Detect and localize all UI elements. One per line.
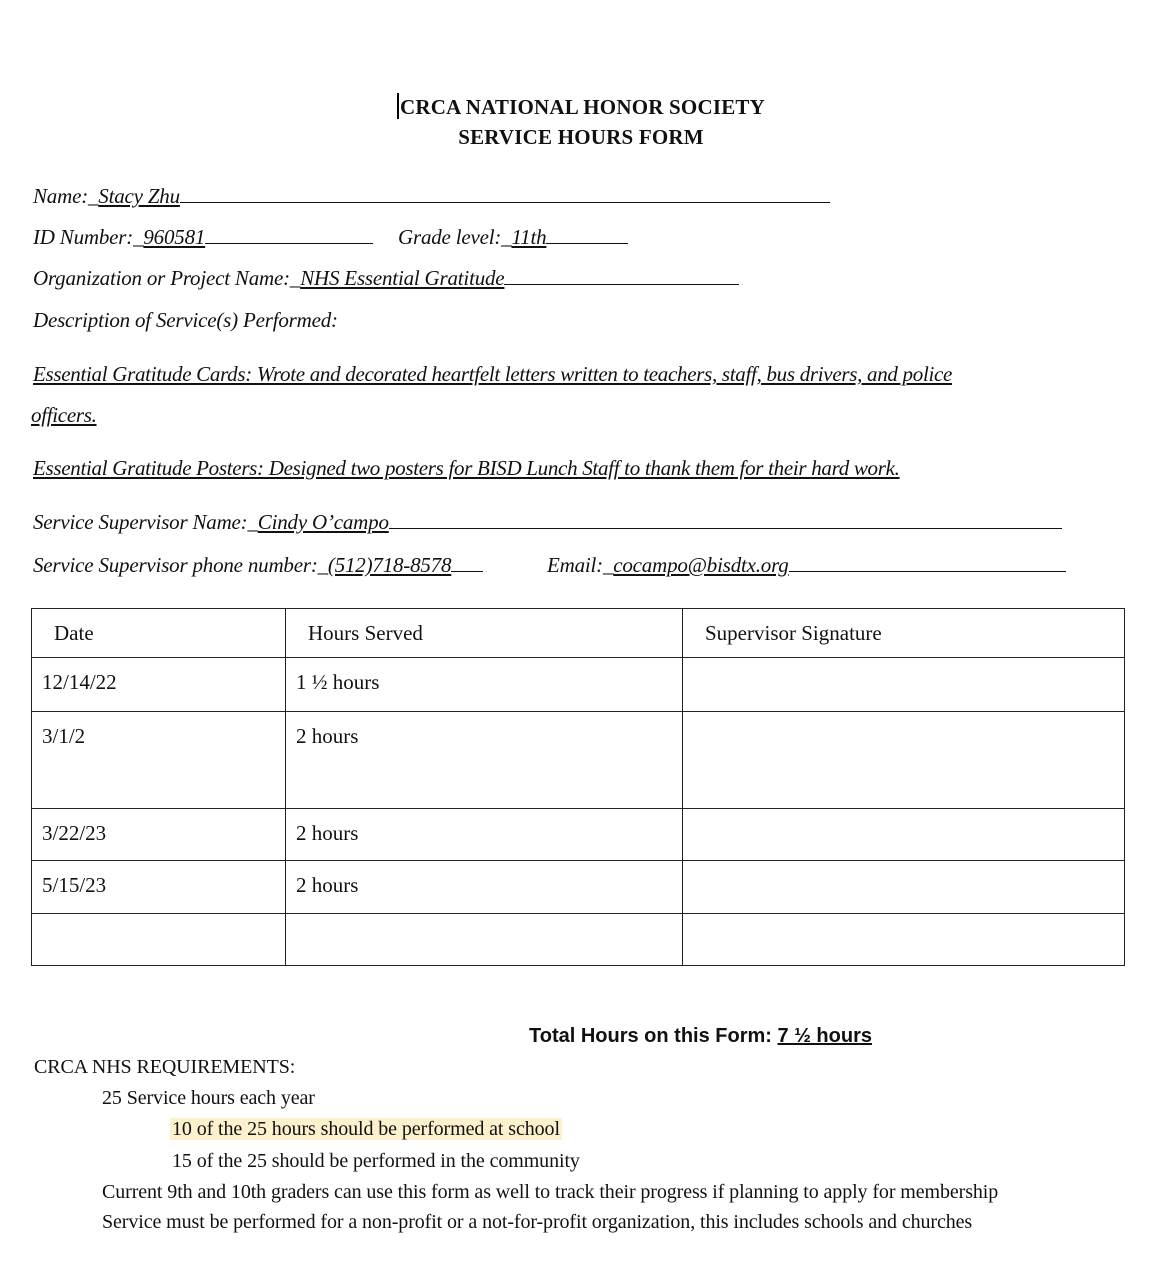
supervisor-phone-label: Service Supervisor phone number:_ bbox=[33, 553, 328, 577]
grade-level-value[interactable]: 11th bbox=[511, 225, 547, 249]
table-row bbox=[32, 712, 1125, 809]
organization-blank-line bbox=[504, 266, 739, 285]
cell-signature[interactable] bbox=[683, 809, 1125, 861]
supervisor-email-value[interactable]: cocampo@bisdtx.org bbox=[613, 553, 789, 577]
table-header-row bbox=[32, 609, 1125, 658]
supervisor-name-value[interactable]: Cindy O’campo bbox=[257, 510, 389, 534]
total-hours-value[interactable]: 7 ½ hours bbox=[777, 1025, 872, 1047]
phone-blank-line bbox=[451, 553, 483, 572]
cell-signature[interactable] bbox=[683, 914, 1125, 966]
cell-date[interactable]: 12/14/22 bbox=[32, 658, 286, 712]
grade-blank-line bbox=[546, 225, 628, 244]
description-line-1[interactable]: Essential Gratitude Cards: Wrote and decorated heartfelt letters written to teachers, staff, bus drivers, and police bbox=[33, 362, 953, 386]
cell-hours[interactable]: 2 hours bbox=[286, 809, 683, 861]
header-supervisor-signature: Supervisor Signature bbox=[683, 609, 1125, 658]
supervisor-email-field[interactable] bbox=[547, 553, 1066, 578]
grade-level-label: Grade level:_ bbox=[398, 225, 512, 249]
organization-value[interactable]: NHS Essential Gratitude bbox=[300, 266, 505, 290]
cell-signature[interactable] bbox=[683, 658, 1125, 712]
grade-level-field[interactable] bbox=[398, 225, 628, 250]
name-blank-line bbox=[180, 184, 830, 203]
form-title-line-2: SERVICE HOURS FORM bbox=[458, 125, 704, 149]
name-field[interactable] bbox=[33, 184, 830, 209]
supervisor-name-label: Service Supervisor Name:_ bbox=[33, 510, 258, 534]
cell-hours[interactable] bbox=[286, 914, 683, 966]
requirements-heading: CRCA NHS REQUIREMENTS: bbox=[34, 1056, 296, 1078]
table-row bbox=[32, 658, 1125, 712]
supervisor-phone-value[interactable]: (512)718-8578 bbox=[327, 553, 452, 577]
description-line-3[interactable]: Essential Gratitude Posters: Designed two posters for BISD Lunch Staff to thank them for their hard work. bbox=[33, 456, 900, 480]
supervisor-email-label: Email:_ bbox=[547, 553, 614, 577]
requirement-item: Current 9th and 10th graders can use this form as well to track their progress if planning to apply for membership bbox=[102, 1181, 999, 1203]
highlighted-text: 10 of the 25 hours should be performed at school bbox=[172, 1118, 560, 1140]
cell-date[interactable] bbox=[32, 914, 286, 966]
supervisor-phone-field[interactable] bbox=[33, 553, 483, 578]
cell-signature[interactable] bbox=[683, 712, 1125, 809]
id-number-value[interactable]: 960581 bbox=[143, 225, 206, 249]
table-row bbox=[32, 914, 1125, 966]
id-blank-line bbox=[205, 225, 373, 244]
cell-hours[interactable]: 2 hours bbox=[286, 712, 683, 809]
description-line-2[interactable]: officers. bbox=[31, 403, 97, 427]
service-hours-table bbox=[31, 608, 1125, 966]
organization-field[interactable] bbox=[33, 266, 739, 291]
cell-date[interactable]: 5/15/23 bbox=[32, 861, 286, 914]
total-hours-label: Total Hours on this Form: bbox=[529, 1025, 778, 1047]
cell-hours[interactable]: 2 hours bbox=[286, 861, 683, 914]
cell-date[interactable]: 3/22/23 bbox=[32, 809, 286, 861]
name-value[interactable]: Stacy Zhu bbox=[98, 184, 180, 208]
form-title-line-1 bbox=[0, 93, 1162, 120]
table-row bbox=[32, 861, 1125, 914]
cell-signature[interactable] bbox=[683, 861, 1125, 914]
name-label: Name:_ bbox=[33, 184, 99, 208]
requirement-item: Service must be performed for a non-profit or a not-for-profit organization, this includes schools and churches bbox=[102, 1211, 973, 1233]
id-number-label: ID Number:_ bbox=[33, 225, 144, 249]
organization-label: Organization or Project Name:_ bbox=[33, 266, 301, 290]
id-number-field[interactable] bbox=[33, 225, 373, 250]
cell-date[interactable]: 3/1/2 bbox=[32, 712, 286, 809]
text-cursor bbox=[397, 93, 399, 119]
title-text-1: CRCA NATIONAL HONOR SOCIETY bbox=[400, 95, 765, 119]
supervisor-name-field[interactable] bbox=[33, 510, 1062, 535]
total-hours bbox=[529, 1025, 872, 1048]
description-label: Description of Service(s) Performed: bbox=[33, 308, 338, 332]
requirement-item-highlighted bbox=[170, 1118, 562, 1141]
requirement-item: 25 Service hours each year bbox=[102, 1087, 315, 1109]
header-date: Date bbox=[32, 609, 286, 658]
supervisor-blank-line bbox=[389, 510, 1062, 529]
table-row bbox=[32, 809, 1125, 861]
cell-hours[interactable]: 1 ½ hours bbox=[286, 658, 683, 712]
email-blank-line bbox=[789, 553, 1066, 572]
requirement-item: 15 of the 25 should be performed in the community bbox=[172, 1150, 580, 1172]
header-hours-served: Hours Served bbox=[286, 609, 683, 658]
